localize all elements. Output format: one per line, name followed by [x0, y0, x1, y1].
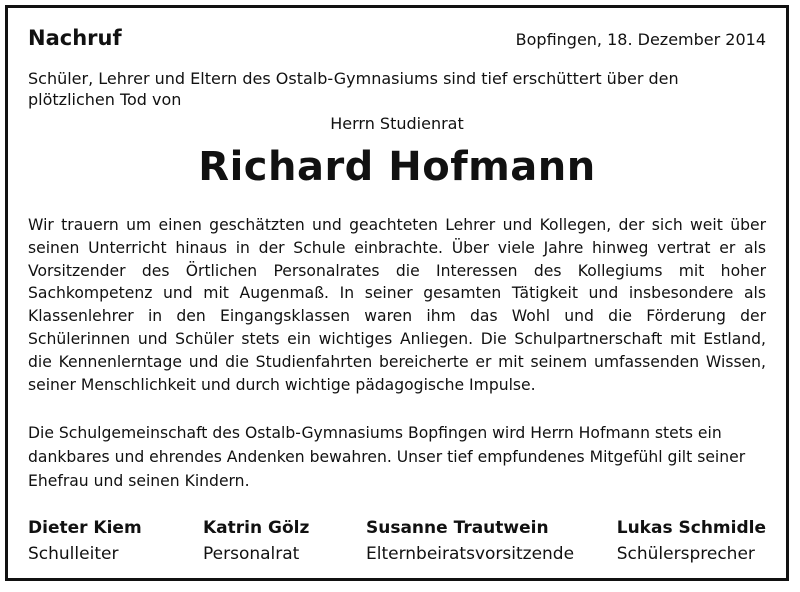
body-paragraph: Wir trauern um einen geschätzten und geachteten Lehrer und Kollegen, der sich weit über seinen Unterricht hinaus in der Schule einbrachte. Über viele Jahre hinweg vertrat er als Vorsitzender des Örtlichen Personalrates die Interessen des Kollegiums mit hoher Sachkompetenz und mit Augenmaß. In seiner gesamten Tätigkeit und insbesondere als Klassenlehrer in den Eingangsklassen waren ihm das Wohl und die Förderung der Schülerinnen und Schüler stets ein wichtiges Anliegen. Die Schulpartnerschaft mit Estland, die Kennenlerntage und die Studienfahrten bereicherte er mit seinem umfassenden Wissen, seiner Menschlichkeit und durch wichtige pädagogische Impulse. — [28, 216, 766, 394]
signatory-role: Elternbeiratsvorsitzende — [366, 544, 575, 564]
signature-block — [617, 518, 766, 564]
obituary-content — [28, 8, 766, 578]
closing-paragraph: Die Schulgemeinschaft des Ostalb-Gymnasiums Bopfingen wird Herrn Hofmann stets ein dankbares und ehrendes Andenken bewahren. Unser tief empfundenes Mitgefühl gilt seiner Ehefrau und seinen Kindern. — [28, 424, 746, 490]
signatory-role: Schulleiter — [28, 544, 119, 564]
signature-block — [28, 518, 142, 564]
signature-block — [366, 518, 574, 564]
header — [28, 26, 766, 54]
signature-block — [203, 518, 309, 564]
deceased-name: Richard Hofmann — [198, 144, 596, 190]
signatory-name: Katrin Gölz — [203, 518, 310, 538]
signatory-name: Susanne Trautwein — [366, 518, 549, 538]
honorific: Herrn Studienrat — [330, 114, 464, 133]
date-line: Bopfingen, 18. Dezember 2014 — [515, 30, 766, 49]
signatory-name: Lukas Schmidle — [616, 518, 766, 538]
signatory-name: Dieter Kiem — [28, 518, 142, 538]
signatory-role: Schülersprecher — [616, 544, 755, 564]
obituary-frame — [5, 5, 789, 581]
signatures — [28, 518, 766, 574]
intro-text: Schüler, Lehrer und Eltern des Ostalb-Gymnasiums sind tief erschüttert über den plötzlichen Tod von — [28, 69, 679, 109]
signatory-role: Personalrat — [203, 544, 300, 564]
obituary-title: Nachruf — [28, 26, 122, 50]
